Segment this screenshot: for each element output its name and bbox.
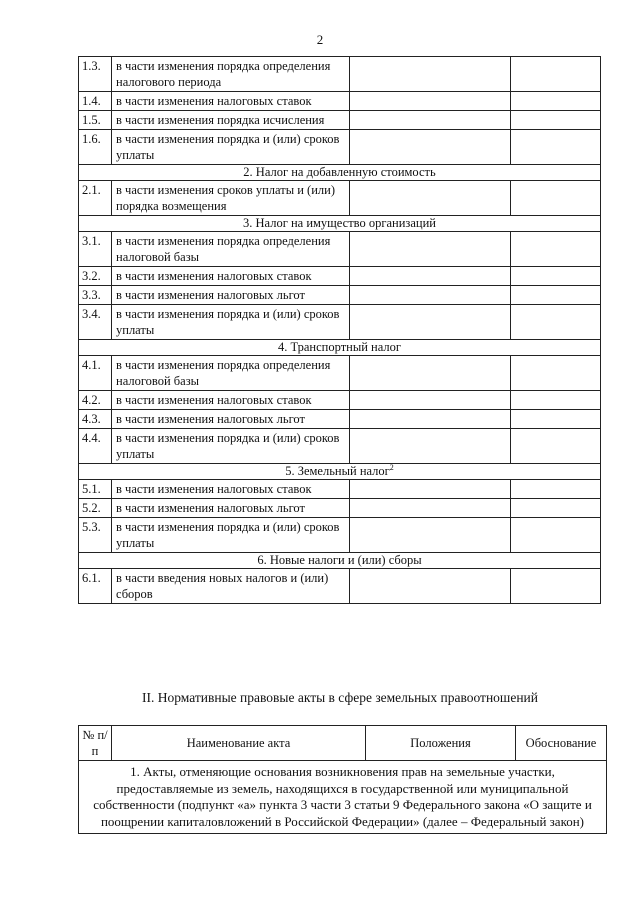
land-acts-table [78, 725, 607, 834]
section-row [79, 165, 601, 181]
table-row [79, 286, 601, 305]
provisions-cell [350, 480, 511, 499]
provisions-cell [350, 130, 511, 165]
row-description: в части изменения порядка определения налоговой базы [112, 232, 350, 267]
section-title: 6. Новые налоги и (или) сборы [79, 553, 601, 569]
basis-cell [511, 410, 601, 429]
table-row [79, 92, 601, 111]
provisions-cell [350, 305, 511, 340]
section-row [79, 216, 601, 232]
row-number: 3.2. [79, 267, 112, 286]
basis-cell [511, 305, 601, 340]
section-title: 5. Земельный налог$^2$ [79, 464, 601, 480]
section-row [79, 553, 601, 569]
provisions-cell [350, 181, 511, 216]
basis-cell [511, 130, 601, 165]
table-header-row [79, 726, 607, 761]
basis-cell [511, 429, 601, 464]
table-row [79, 480, 601, 499]
section-heading: II. Нормативные правовые акты в сфере земельных правоотношений [141, 690, 538, 705]
provisions-cell [350, 499, 511, 518]
tax-acts-table [78, 56, 601, 604]
table-row [79, 410, 601, 429]
row-description: в части изменения налоговых ставок [112, 92, 350, 111]
basis-cell [511, 57, 601, 92]
row-number: 1.3. [79, 57, 112, 92]
table-row [79, 181, 601, 216]
row-description: в части изменения порядка исчисления [112, 111, 350, 130]
provisions-cell [350, 267, 511, 286]
basis-cell [511, 267, 601, 286]
basis-cell [511, 111, 601, 130]
provisions-cell [350, 356, 511, 391]
row-number: 1.5. [79, 111, 112, 130]
row-number: 3.3. [79, 286, 112, 305]
row-number: 1.4. [79, 92, 112, 111]
table-row [79, 267, 601, 286]
basis-cell [511, 391, 601, 410]
table-row [79, 232, 601, 267]
header-basis: Обоснование [516, 726, 607, 761]
table-row [79, 429, 601, 464]
row-number: 6.1. [79, 569, 112, 604]
row-description: в части изменения налоговых льгот [112, 286, 350, 305]
section-title: 3. Налог на имущество организаций [79, 216, 601, 232]
table-row [79, 356, 601, 391]
basis-cell [511, 518, 601, 553]
row-description: в части изменения налоговых льгот [112, 410, 350, 429]
row-description: в части изменения порядка определения налоговой базы [112, 356, 350, 391]
row-number: 3.4. [79, 305, 112, 340]
row-description: в части изменения налоговых ставок [112, 480, 350, 499]
header-num: № п/п [79, 726, 112, 761]
section-title: 2. Налог на добавленную стоимость [79, 165, 601, 181]
row-description: в части изменения налоговых ставок [112, 391, 350, 410]
page-number: 2 [316, 32, 324, 47]
table-row [79, 57, 601, 92]
row-number: 5.3. [79, 518, 112, 553]
row-number: 5.2. [79, 499, 112, 518]
table-row [79, 391, 601, 410]
provisions-cell [350, 569, 511, 604]
provisions-cell [350, 429, 511, 464]
row-number: 2.1. [79, 181, 112, 216]
footnote-ref: 2 [389, 462, 394, 472]
row-description: в части введения новых налогов и (или) сборов [112, 569, 350, 604]
basis-cell [511, 92, 601, 111]
row-number: 3.1. [79, 232, 112, 267]
table-row [79, 761, 607, 834]
row-number: 5.1. [79, 480, 112, 499]
provisions-cell [350, 232, 511, 267]
section-row [79, 340, 601, 356]
table-row [79, 130, 601, 165]
row-number: 4.1. [79, 356, 112, 391]
basis-cell [511, 181, 601, 216]
provisions-cell [350, 92, 511, 111]
table-row [79, 569, 601, 604]
basis-cell [511, 569, 601, 604]
basis-cell [511, 286, 601, 305]
row-description: в части изменения порядка определения налогового периода [112, 57, 350, 92]
section-row [79, 464, 601, 480]
provisions-cell [350, 57, 511, 92]
section-title: 4. Транспортный налог [79, 340, 601, 356]
row-description: в части изменения порядка и (или) сроков уплаты [112, 518, 350, 553]
header-name: Наименование акта [112, 726, 366, 761]
basis-cell [511, 499, 601, 518]
row-number: 4.2. [79, 391, 112, 410]
row-description: в части изменения порядка и (или) сроков уплаты [112, 429, 350, 464]
header-provisions: Положения [366, 726, 516, 761]
provisions-cell [350, 410, 511, 429]
provisions-cell [350, 286, 511, 305]
row-number: 4.4. [79, 429, 112, 464]
basis-cell [511, 356, 601, 391]
row-description: в части изменения налоговых ставок [112, 267, 350, 286]
table-row [79, 305, 601, 340]
provisions-cell [350, 518, 511, 553]
row-description: в части изменения сроков уплаты и (или) порядка возмещения [112, 181, 350, 216]
basis-cell [511, 480, 601, 499]
land-acts-row-1: 1. Акты, отменяющие основания возникновения прав на земельные участки, предоставляемые из земель, находящихся в государственной или муниципальной собственности (подпункт «а» пункта 3 части 3 статьи 9 Федерального закона «О защите и поощрении капиталовложений в Российской Федерации» (далее – Федеральный закон) [79, 761, 607, 834]
provisions-cell [350, 391, 511, 410]
table-row [79, 518, 601, 553]
row-description: в части изменения порядка и (или) сроков уплаты [112, 305, 350, 340]
row-number: 1.6. [79, 130, 112, 165]
row-description: в части изменения налоговых льгот [112, 499, 350, 518]
basis-cell [511, 232, 601, 267]
row-number: 4.3. [79, 410, 112, 429]
table-row [79, 111, 601, 130]
table-row [79, 499, 601, 518]
row-description: в части изменения порядка и (или) сроков уплаты [112, 130, 350, 165]
provisions-cell [350, 111, 511, 130]
